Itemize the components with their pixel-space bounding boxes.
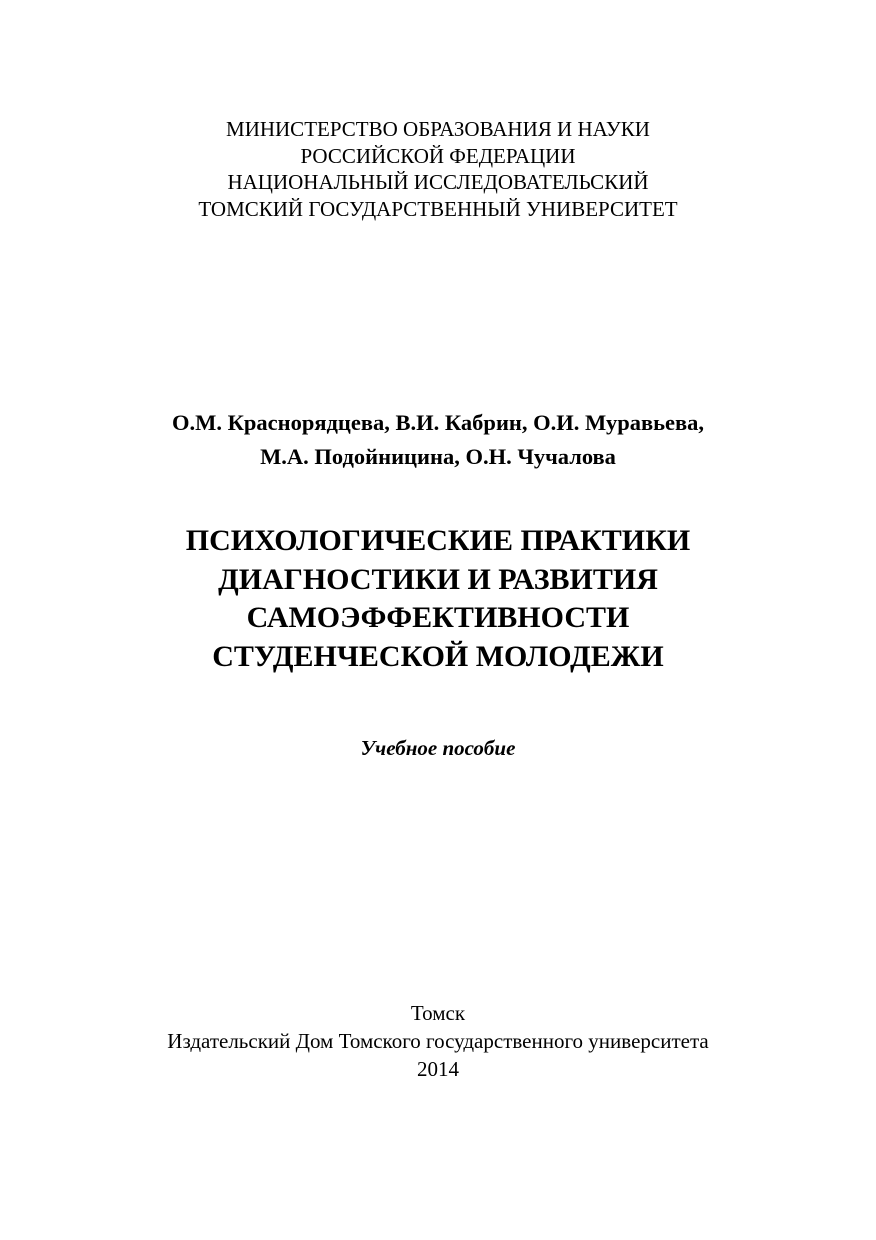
ministry-line: МИНИСТЕРСТВО ОБРАЗОВАНИЯ И НАУКИ [226,117,650,141]
title-line: ПСИХОЛОГИЧЕСКИЕ ПРАКТИКИ [185,524,691,557]
document-type [0,733,876,763]
authors-line: М.А. Подойницина, О.Н. Чучалова [260,444,616,469]
authors-line: О.М. Краснорядцева, В.И. Кабрин, О.И. Муравьева, [171,410,705,435]
imprint-year: 2014 [417,1057,459,1081]
ministry-line: РОССИЙСКОЙ ФЕДЕРАЦИИ [300,143,576,168]
document-type-label: Учебное пособие [360,736,516,760]
imprint [0,999,876,1083]
imprint-publisher: Издательский Дом Томского государственного университета [167,1029,709,1053]
authors [0,406,876,474]
book-title [0,522,876,676]
title-line: САМОЭФФЕКТИВНОСТИ [246,601,630,634]
ministry-line: ТОМСКИЙ ГОСУДАРСТВЕННЫЙ УНИВЕРСИТЕТ [198,196,678,221]
title-line: СТУДЕНЧЕСКОЙ МОЛОДЕЖИ [212,639,664,673]
ministry-header [0,116,876,222]
title-line: ДИАГНОСТИКИ И РАЗВИТИЯ [218,562,658,596]
imprint-city: Томск [410,1001,466,1025]
ministry-line: НАЦИОНАЛЬНЫЙ ИССЛЕДОВАТЕЛЬСКИЙ [227,170,649,194]
